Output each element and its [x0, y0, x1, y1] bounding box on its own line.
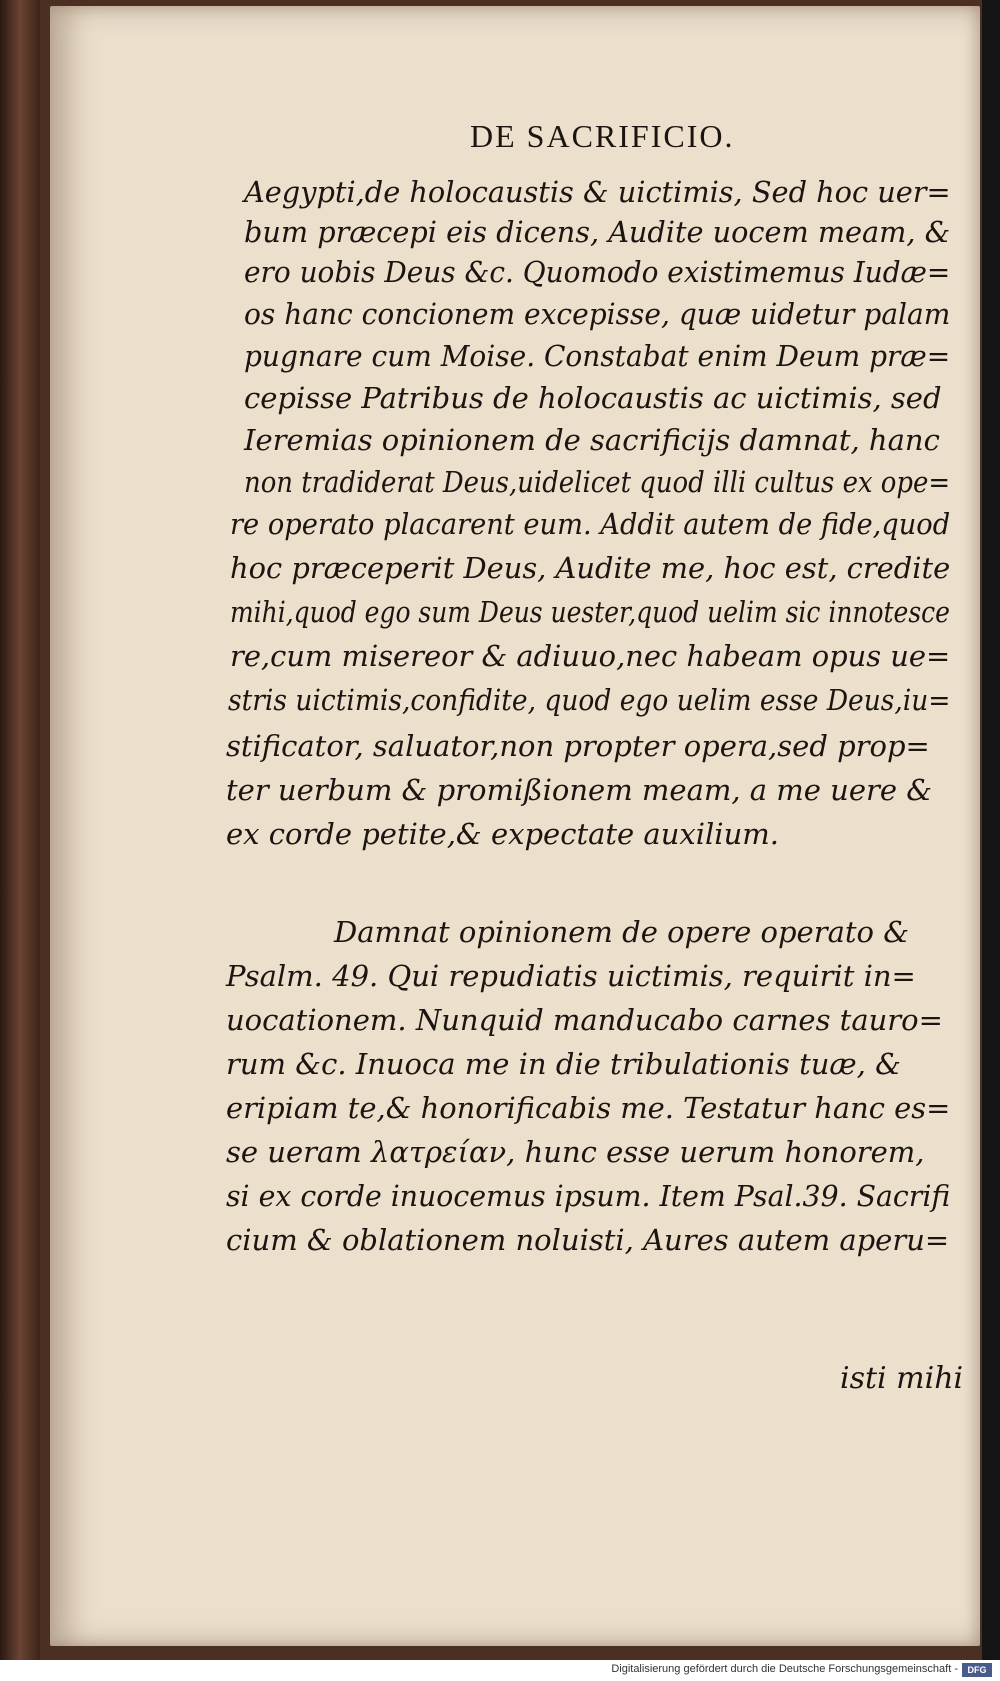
text-line: hoc præceperit Deus, Audite me, hoc est, credite: [230, 551, 951, 585]
text-line: se ueram λατρείαν, hunc esse uerum honorem,: [226, 1135, 925, 1169]
text-line: Aegypti,de holocaustis & uictimis, Sed hoc uer=: [244, 175, 951, 209]
text-line: stris uictimis,confidite, quod ego uelim esse Deus,iu=: [228, 683, 951, 717]
text-line: pugnare cum Moise. Constabat enim Deum præ=: [244, 339, 951, 373]
text-line: non tradiderat Deus,uidelicet quod illi cultus ex ope=: [244, 465, 951, 499]
text-line: uocationem. Nunquid manducabo carnes tauro=: [226, 1003, 943, 1037]
dfg-logo-icon: DFG: [962, 1663, 992, 1677]
text-line: eripiam te,& honorificabis me. Testatur hanc es=: [226, 1091, 951, 1125]
digitization-credit: Digitalisierung gefördert durch die Deutsche Forschungsgemeinschaft -: [611, 1663, 958, 1675]
text-line: cepisse Patribus de holocaustis ac uictimis, sed: [244, 381, 942, 415]
text-line: Damnat opinionem de opere operato &: [334, 915, 910, 949]
running-head: DE SACRIFICIO.: [470, 118, 735, 154]
text-line: si ex corde inuocemus ipsum. Item Psal.39. Sacrifi: [226, 1179, 951, 1213]
text-line: re operato placarent eum. Addit autem de fide,quod: [230, 507, 951, 541]
book-page: [50, 6, 980, 1646]
text-line: re,cum misereor & adiuuo,nec habeam opus ue=: [230, 639, 951, 673]
text-line: Psalm. 49. Qui repudiatis uictimis, requirit in=: [226, 959, 916, 993]
text-line: cium & oblationem noluisti, Aures autem aperu=: [226, 1223, 950, 1257]
book-cover-edge: [0, 0, 40, 1660]
footer: [0, 1660, 1000, 1681]
text-line: ex corde petite,& expectate auxilium.: [226, 817, 779, 851]
text-line: bum præcepi eis dicens, Audite uocem meam, &: [244, 215, 951, 249]
text-line: ter uerbum & promißionem meam, a me uere &: [226, 773, 933, 807]
text-line: Ieremias opinionem de sacrificijs damnat, hanc: [244, 423, 940, 457]
text-line: ero uobis Deus &c. Quomodo existimemus Iudæ=: [244, 255, 951, 289]
text-line: os hanc concionem excepisse, quæ uidetur palam: [244, 297, 951, 331]
text-line: stificator, saluator,non propter opera,sed prop=: [226, 729, 930, 763]
text-line: mihi,quod ego sum Deus uester,quod uelim sic innotesce: [230, 595, 950, 629]
catchword: isti mihi: [840, 1361, 964, 1396]
text-line: rum &c. Inuoca me in die tribulationis tuæ, &: [226, 1047, 901, 1081]
scan-border: [982, 0, 1000, 1660]
